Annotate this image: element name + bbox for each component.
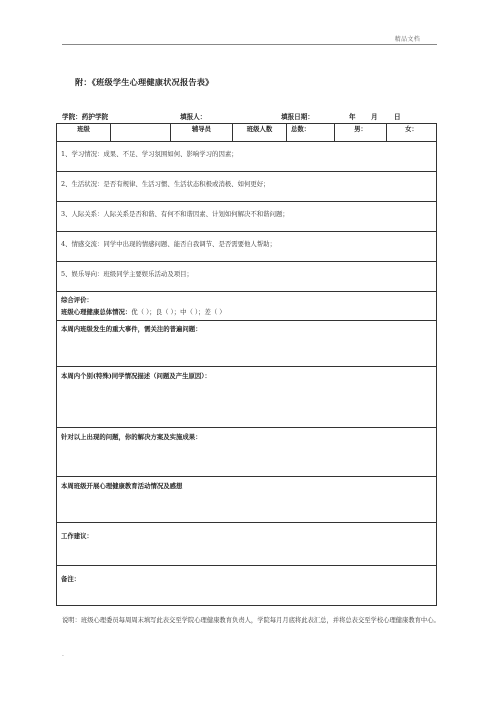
item-emotion-text: 4、情感交流：同学中出现的情感问题、能否自我调节、是否需要他人帮助； (61, 240, 276, 248)
total-label: 总数： (287, 124, 335, 142)
remarks-row (57, 566, 437, 606)
item-study[interactable] (57, 142, 437, 172)
major-events-cell[interactable] (57, 321, 437, 367)
item-row-relations (57, 202, 437, 232)
evaluation-options[interactable]: 优（ ）；良（ ）；中（ ）；差（ ） (131, 308, 226, 316)
report-table (56, 123, 437, 606)
male-label: 男： (335, 124, 387, 142)
solutions-row (57, 428, 437, 477)
header-row (57, 124, 437, 142)
female-label: 女： (387, 124, 437, 142)
item-life-text: 2、生活状况：是否有规律、生活习惯、生活状态积极或消极、如何更好； (61, 180, 270, 188)
suggestions-cell[interactable] (57, 523, 437, 566)
class-value[interactable] (111, 124, 171, 142)
class-count-label: 班级人数 (233, 124, 287, 142)
date-label: 填报日期： (281, 113, 314, 121)
item-row-entertainment (57, 262, 437, 292)
item-row-emotion (57, 232, 437, 262)
item-emotion[interactable] (57, 232, 437, 262)
activities-row (57, 477, 437, 523)
header-rule (62, 44, 437, 45)
remarks-label: 备注： (61, 575, 81, 583)
day-label: 日 (394, 113, 401, 121)
item-study-text: 1、学习情况：成果、不足、学习氛围如何、影响学习的因素； (61, 150, 238, 158)
month-label: 月 (371, 113, 378, 121)
evaluation-title: 综合评价： (61, 296, 93, 304)
evaluation-label: 班级心理健康总体情况： (61, 308, 132, 316)
activities-cell[interactable] (57, 477, 437, 523)
document-title: 附：《班级学生心理健康状况报告表》 (75, 77, 214, 87)
evaluation-line (61, 304, 432, 316)
item-relations-text: 3、人际关系：人际关系是否和谐、有何不和谐因素、计划如何解决不和谐问题； (61, 210, 289, 218)
activities-label: 本周班级开展心理健康教育活动情况及感想 (61, 482, 183, 490)
major-events-label: 本周内班级发生的重大事件，需关注的普遍问题： (61, 325, 202, 333)
item-relations[interactable] (57, 202, 437, 232)
solutions-cell[interactable] (57, 428, 437, 477)
individual-row (57, 367, 437, 428)
filler-field: 填报人： (180, 113, 207, 121)
header-mark: 精品文档 (394, 36, 420, 43)
item-entertainment[interactable] (57, 262, 437, 292)
bottom-dot: . (62, 651, 64, 658)
suggestions-row (57, 523, 437, 566)
item-life[interactable] (57, 172, 437, 202)
remarks-cell[interactable] (57, 566, 437, 606)
individual-label: 本周内个别(特殊)同学情况描述（问题及产生原因）： (61, 372, 211, 380)
evaluation-row (57, 292, 437, 321)
item-row-study (57, 142, 437, 172)
evaluation-cell[interactable] (57, 292, 437, 321)
suggestions-label: 工作建议： (61, 532, 93, 540)
item-entertainment-text: 5、娱乐导向：班级同学主要娱乐活动及项目； (61, 270, 193, 278)
footer-note: 说明：班级心理委员每周周末填写此表交至学院心理健康教育负责人，学院每月月底将此表汇总，并将总表交至学校心理健康教育中心。 (62, 617, 440, 624)
college-field: 学院：药护学院 (62, 113, 109, 121)
individual-cell[interactable] (57, 367, 437, 428)
solutions-label: 针对以上出现的问题，你的解决方案及实施成果： (61, 433, 202, 441)
major-events-row (57, 321, 437, 367)
meta-row (62, 111, 438, 121)
advisor-label: 辅导员 (171, 124, 233, 142)
year-label: 年 (349, 113, 356, 121)
class-label: 班级 (57, 124, 111, 142)
item-row-life (57, 172, 437, 202)
